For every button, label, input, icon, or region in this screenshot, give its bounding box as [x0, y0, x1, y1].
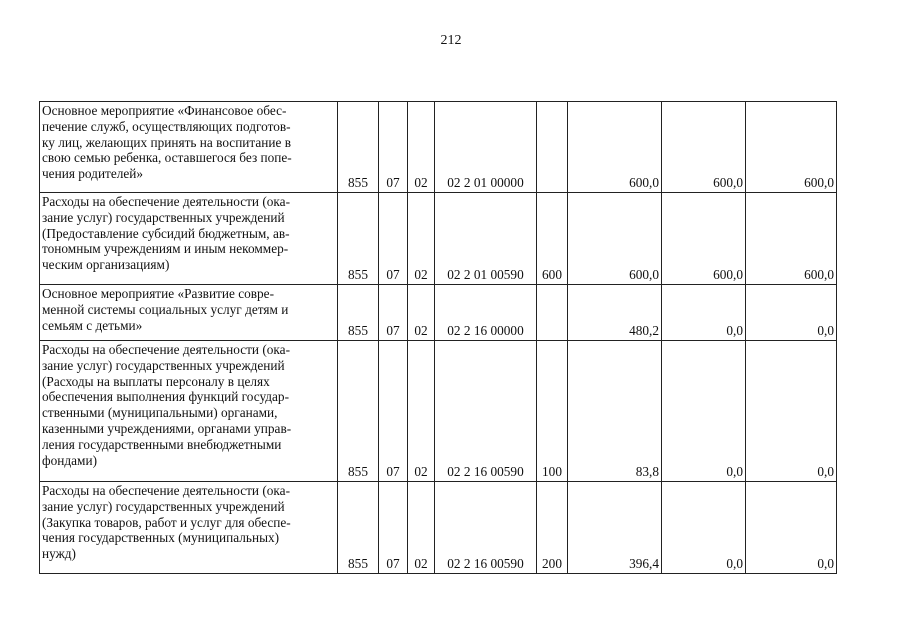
expense-type-cell: 100 [537, 341, 568, 482]
description-line: казенными учреждениями, органами управ- [42, 420, 292, 436]
description-line: ческим организациям) [42, 257, 170, 273]
page-number: 212 [440, 33, 462, 48]
amount-year3-cell: 0,0 [746, 285, 837, 341]
description-line: семьям с детьми» [42, 317, 143, 333]
target-article-cell: 02 2 16 00590 [435, 341, 537, 482]
grbs-cell: 855 [338, 341, 379, 482]
table-row [40, 285, 837, 341]
section-cell: 07 [379, 341, 408, 482]
description-line: (Закупка товаров, работ и услуг для обеспе- [42, 514, 291, 530]
row-description [40, 102, 338, 193]
amount-year2-cell: 0,0 [662, 341, 746, 482]
description-line: Расходы на обеспечение деятельности (ока- [42, 194, 291, 209]
expense-type-cell [537, 102, 568, 193]
row-description [40, 193, 338, 285]
amount-year1-cell: 396,4 [568, 482, 662, 574]
description-line: фондами) [42, 452, 98, 468]
table-row [40, 102, 837, 193]
section-cell: 07 [379, 102, 408, 193]
budget-table [39, 101, 837, 574]
amount-year2-cell: 600,0 [662, 193, 746, 285]
amount-year3-cell: 0,0 [746, 341, 837, 482]
target-article-cell: 02 2 16 00000 [435, 285, 537, 341]
row-description [40, 285, 338, 341]
expense-type-cell: 200 [537, 482, 568, 574]
amount-year1-cell: 480,2 [568, 285, 662, 341]
description-line: зание услуг) государственных учреждений [42, 209, 285, 225]
amount-year1-cell: 600,0 [568, 102, 662, 193]
grbs-cell: 855 [338, 193, 379, 285]
description-line: обеспечения выполнения функций государ- [42, 389, 290, 405]
amount-year1-cell: 600,0 [568, 193, 662, 285]
description-line: ку лиц, желающих принять на воспитание в [42, 134, 292, 150]
expense-type-cell: 600 [537, 193, 568, 285]
target-article-cell: 02 2 16 00590 [435, 482, 537, 574]
description-line: Основное мероприятие «Развитие совре- [42, 286, 275, 301]
section-cell: 07 [379, 193, 408, 285]
table-row [40, 341, 837, 482]
section-cell: 07 [379, 285, 408, 341]
table-row [40, 482, 837, 574]
grbs-cell: 855 [338, 102, 379, 193]
description-line: Расходы на обеспечение деятельности (ока- [42, 342, 291, 357]
row-description [40, 341, 338, 482]
description-line: тономным учреждениям и иным некоммер- [42, 241, 289, 257]
subsection-cell: 02 [408, 102, 435, 193]
amount-year2-cell: 0,0 [662, 285, 746, 341]
description-line: зание услуг) государственных учреждений [42, 357, 285, 373]
description-line: Основное мероприятие «Финансовое обес- [42, 103, 287, 118]
grbs-cell: 855 [338, 482, 379, 574]
grbs-cell: 855 [338, 285, 379, 341]
description-line: нужд) [42, 546, 76, 562]
expense-type-cell [537, 285, 568, 341]
amount-year3-cell: 0,0 [746, 482, 837, 574]
description-line: ления государственными внебюджетными [42, 436, 282, 452]
subsection-cell: 02 [408, 285, 435, 341]
amount-year2-cell: 0,0 [662, 482, 746, 574]
table-row [40, 193, 837, 285]
description-line: чения государственных (муниципальных) [42, 530, 280, 546]
amount-year2-cell: 600,0 [662, 102, 746, 193]
description-line: (Расходы на выплаты персоналу в целях [42, 373, 270, 389]
target-article-cell: 02 2 01 00590 [435, 193, 537, 285]
description-line: Расходы на обеспечение деятельности (ока- [42, 483, 291, 498]
amount-year3-cell: 600,0 [746, 102, 837, 193]
subsection-cell: 02 [408, 482, 435, 574]
description-line: чения родителей» [42, 166, 144, 182]
description-line: печение служб, осуществляющих подготов- [42, 118, 291, 134]
amount-year1-cell: 83,8 [568, 341, 662, 482]
row-description [40, 482, 338, 574]
target-article-cell: 02 2 01 00000 [435, 102, 537, 193]
description-line: (Предоставление субсидий бюджетным, ав- [42, 225, 290, 241]
description-line: ственными (муниципальными) органами, [42, 405, 278, 421]
subsection-cell: 02 [408, 193, 435, 285]
section-cell: 07 [379, 482, 408, 574]
subsection-cell: 02 [408, 341, 435, 482]
amount-year3-cell: 600,0 [746, 193, 837, 285]
description-line: свою семью ребенка, оставшегося без попе- [42, 150, 292, 166]
description-line: зание услуг) государственных учреждений [42, 498, 285, 514]
description-line: менной системы социальных услуг детям и [42, 301, 289, 317]
